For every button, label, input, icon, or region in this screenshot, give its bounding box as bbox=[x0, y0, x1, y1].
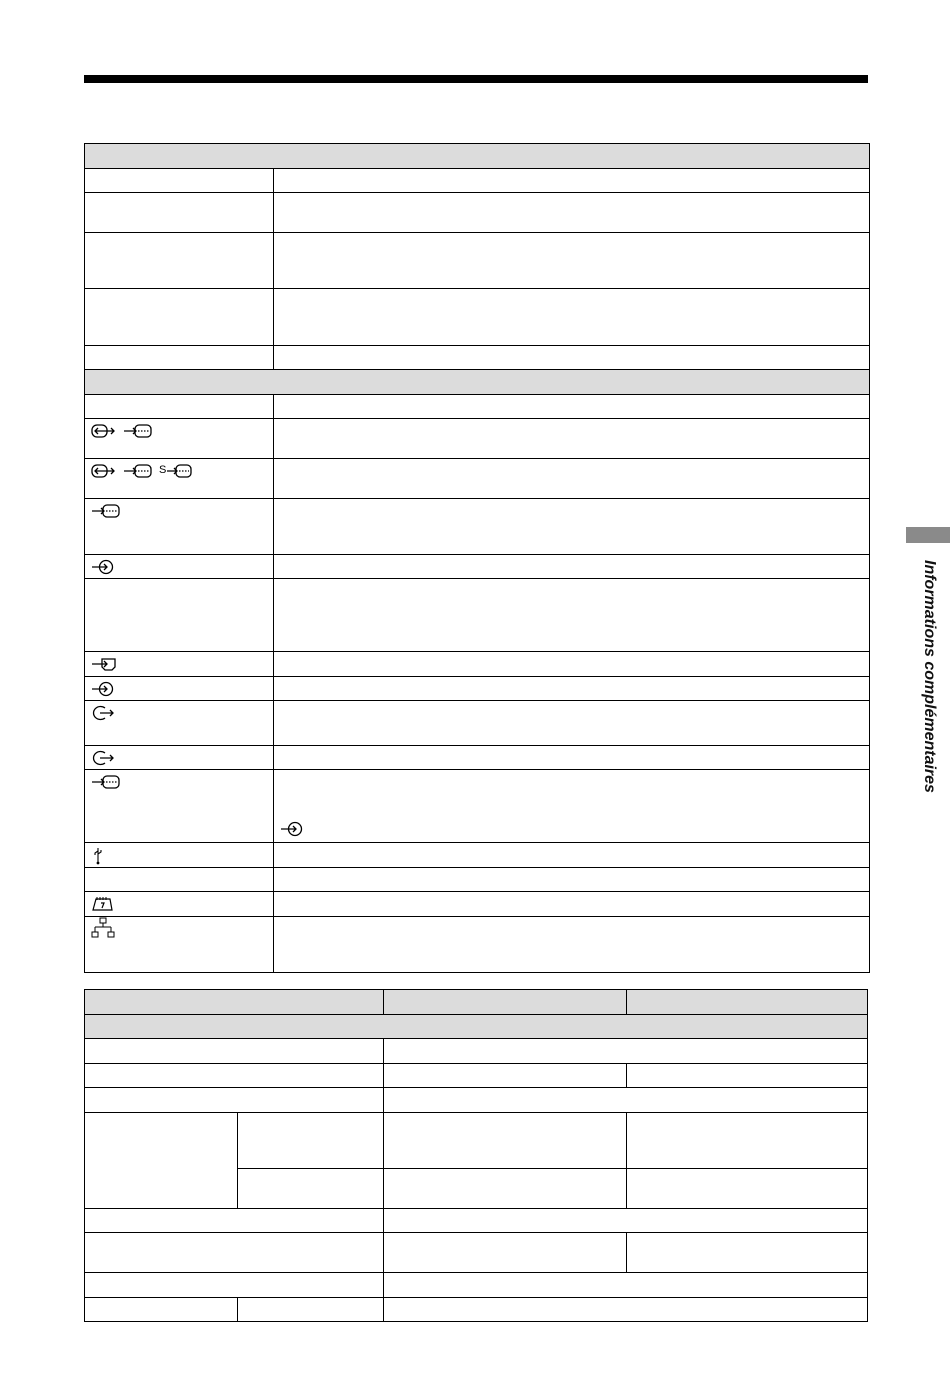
table-row bbox=[85, 459, 870, 499]
table-section-header bbox=[85, 1015, 868, 1039]
usb-icon bbox=[91, 847, 105, 865]
s-video-input-icon bbox=[159, 463, 193, 479]
network-lan-icon bbox=[91, 917, 115, 939]
headphone-icon bbox=[91, 705, 115, 721]
table-header-row bbox=[85, 990, 868, 1015]
table-row bbox=[85, 233, 870, 289]
audio-output-icon bbox=[91, 750, 115, 766]
table-row bbox=[85, 892, 870, 917]
component-input-icon bbox=[91, 503, 121, 519]
table-row bbox=[85, 1088, 868, 1113]
table-section-header bbox=[85, 370, 870, 395]
cam-slot-icon bbox=[91, 896, 113, 912]
section-side-label: Informations complémentaires bbox=[921, 560, 938, 793]
av-input-output-icon bbox=[91, 463, 117, 479]
table-section-header bbox=[85, 144, 870, 169]
table-row bbox=[85, 1233, 868, 1273]
audio-input-icon bbox=[91, 681, 115, 697]
table-row bbox=[85, 1298, 868, 1322]
table-row bbox=[85, 652, 870, 677]
audio-input-icon bbox=[280, 821, 304, 837]
table-row bbox=[85, 843, 870, 868]
audio-input-icon bbox=[91, 559, 115, 575]
table-row bbox=[85, 395, 870, 419]
hdmi-input-icon bbox=[91, 656, 117, 672]
spec-table-1 bbox=[84, 143, 870, 973]
top-rule bbox=[84, 75, 868, 83]
table-row bbox=[85, 1064, 868, 1088]
table-row bbox=[85, 419, 870, 459]
table-row bbox=[85, 1039, 868, 1064]
table-row bbox=[85, 1209, 868, 1233]
section-tab-marker bbox=[906, 527, 950, 543]
table-row bbox=[85, 770, 870, 843]
table-row bbox=[85, 555, 870, 579]
video-input-icon bbox=[123, 423, 153, 439]
svg-text:S: S bbox=[159, 464, 167, 476]
table-row bbox=[85, 169, 870, 193]
table-row bbox=[85, 193, 870, 233]
av-input-output-icon bbox=[91, 423, 117, 439]
table-row bbox=[85, 579, 870, 652]
table-row bbox=[85, 868, 870, 892]
table-row bbox=[85, 499, 870, 555]
table-row bbox=[85, 289, 870, 346]
table-row bbox=[85, 346, 870, 370]
table-row bbox=[85, 746, 870, 770]
table-row bbox=[85, 1113, 868, 1169]
table-row bbox=[85, 917, 870, 973]
spec-table-2 bbox=[84, 989, 868, 1322]
pc-input-icon bbox=[91, 774, 121, 790]
table-row bbox=[85, 677, 870, 701]
table-row bbox=[85, 1273, 868, 1298]
table-row bbox=[85, 701, 870, 746]
video-input-icon bbox=[123, 463, 153, 479]
